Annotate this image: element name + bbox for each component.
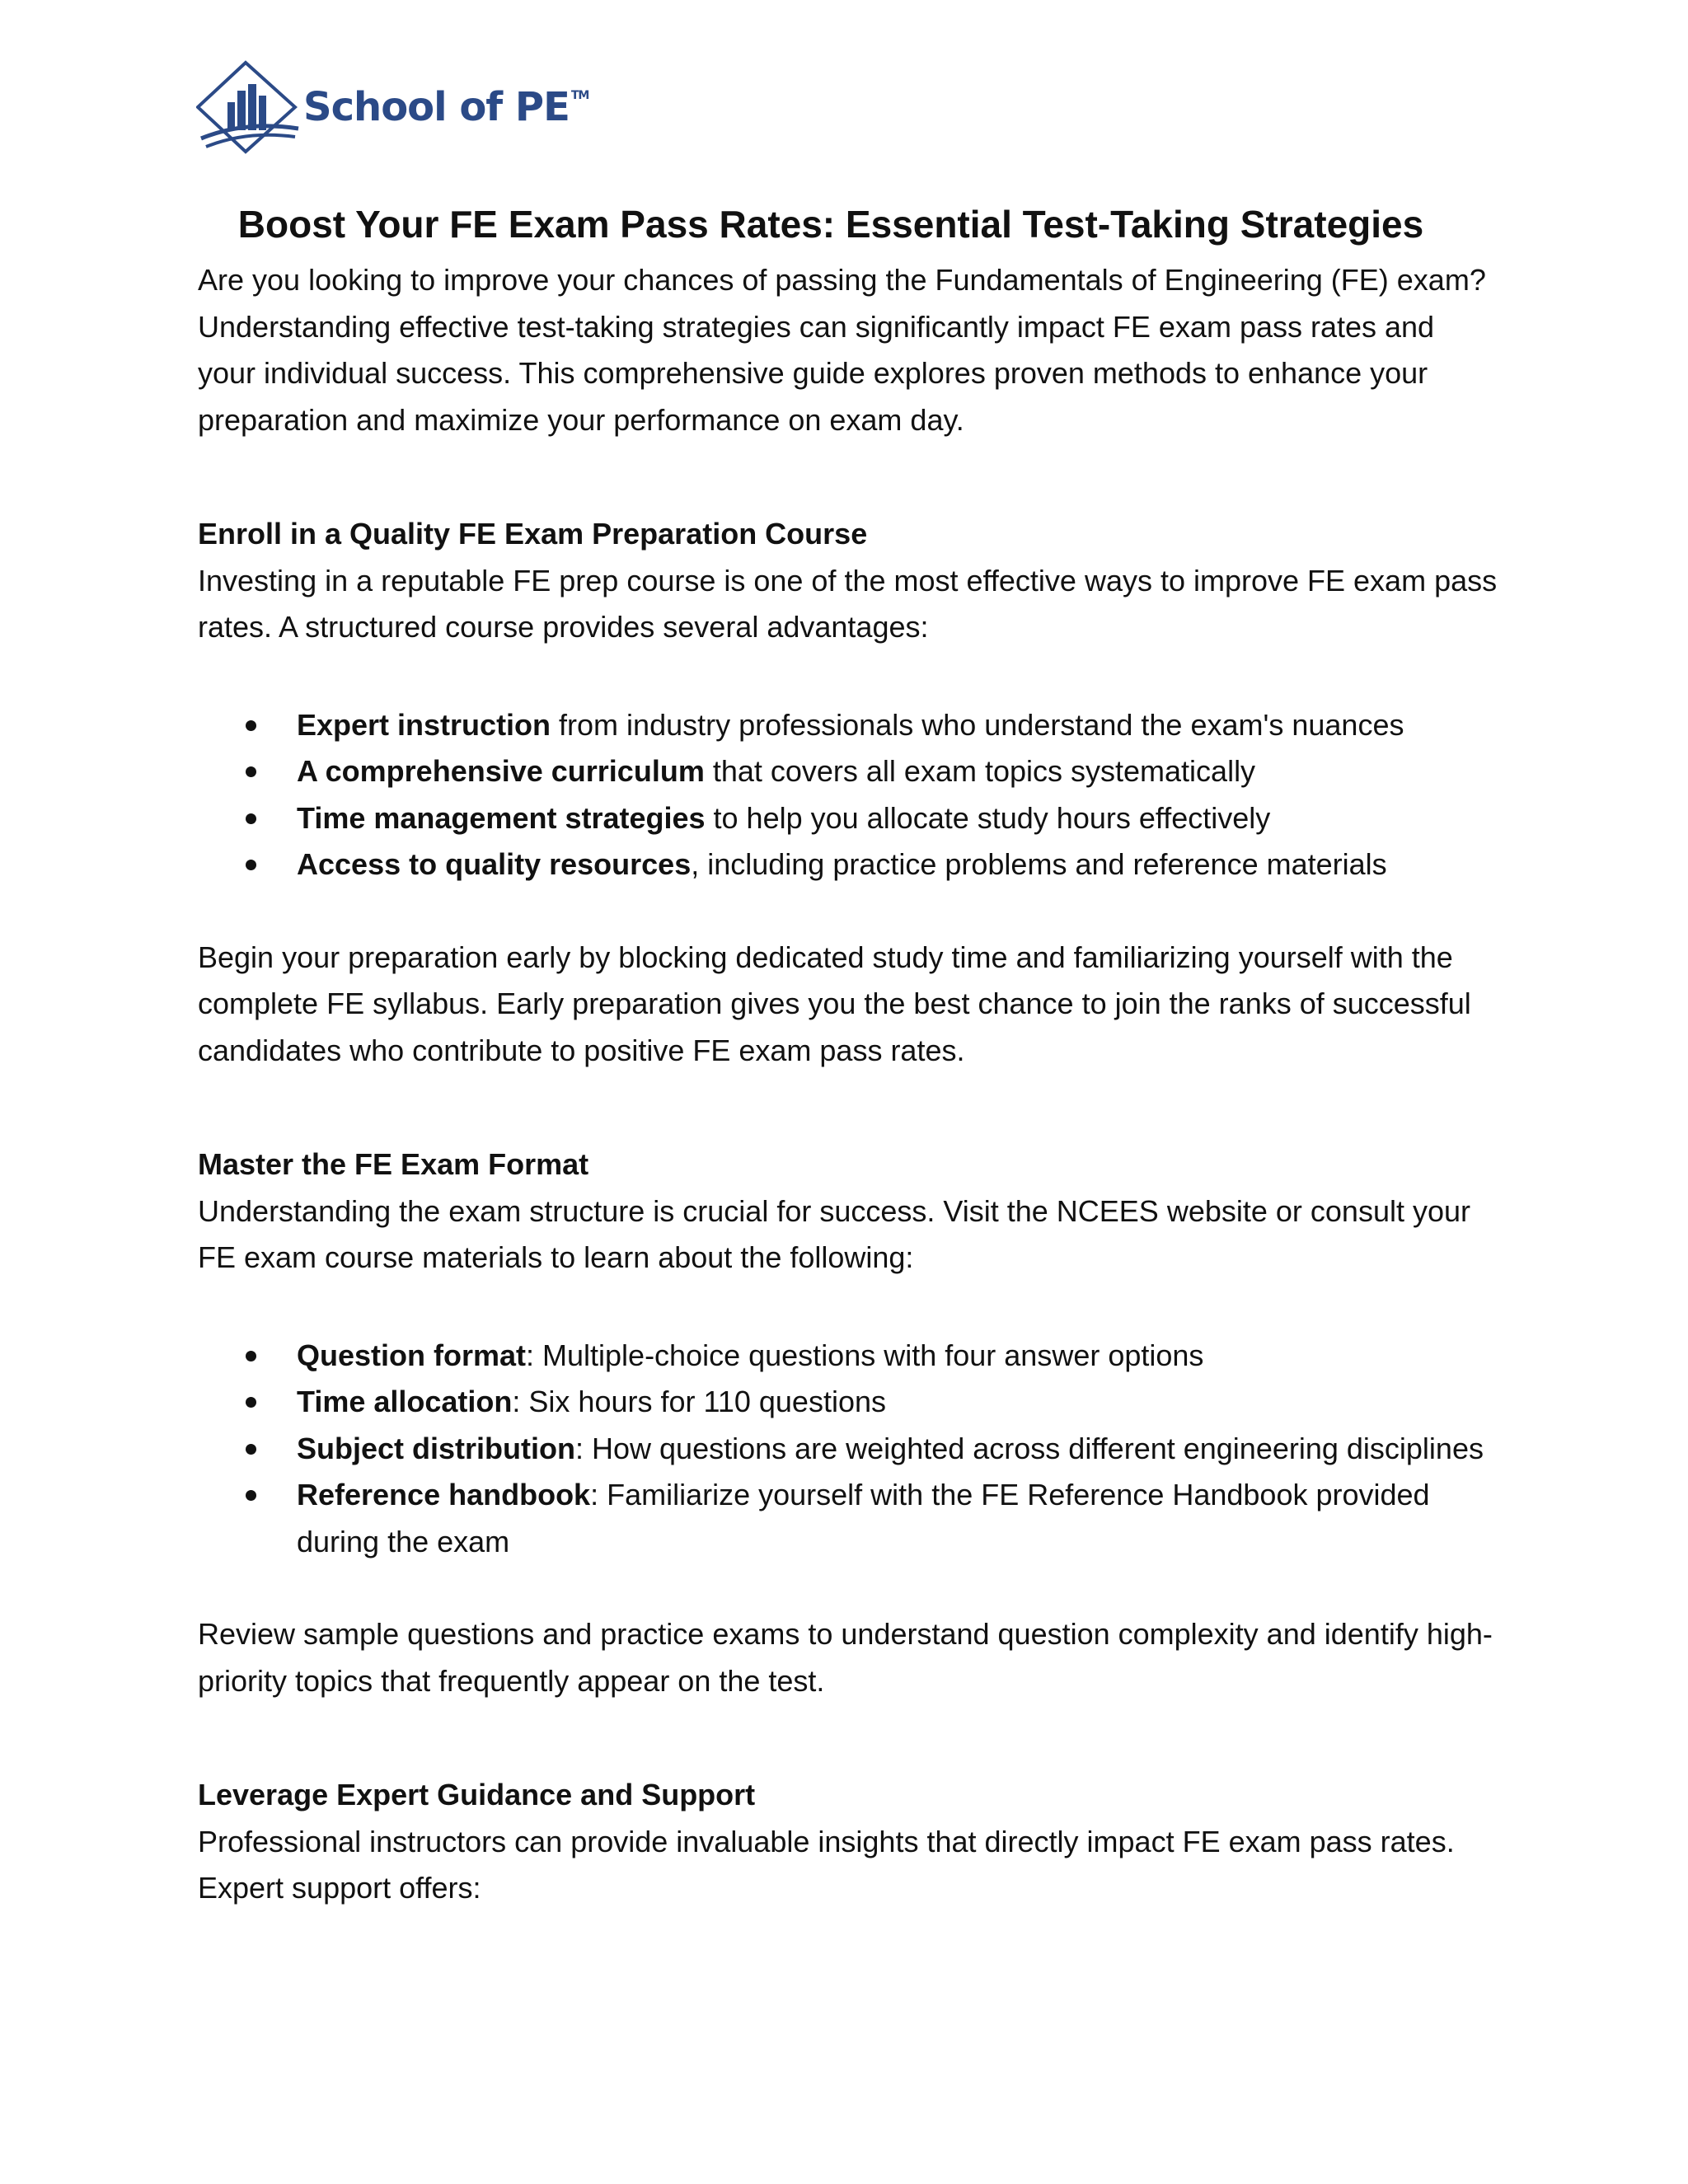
list-item	[198, 1426, 1500, 1473]
bullet-bold: Subject distribution	[297, 1431, 575, 1465]
document-title: Boost Your FE Exam Pass Rates: Essential Test-Taking Strategies	[237, 203, 1424, 246]
bullet-icon	[246, 1490, 256, 1501]
section-closing: Begin your preparation early by blocking dedicated study time and familiarizing yourself with the complete FE syllabus. Early preparation gives you the best chance to join the ranks of successful candidates who contribute to positive FE exam pass rates.	[198, 940, 1471, 1067]
document-body	[198, 257, 1500, 1912]
bullet-icon	[246, 766, 256, 777]
section-lead: Understanding the exam structure is crucial for success. Visit the NCEES website or consult your FE exam course materials to learn about the following:	[198, 1193, 1470, 1274]
bullet-text: to help you allocate study hours effectively	[705, 800, 1271, 835]
section-closing: Review sample questions and practice exams to understand question complexity and identify high-priority topics that frequently appear on the test.	[198, 1617, 1493, 1698]
building-diamond-icon	[196, 59, 303, 158]
bullet-icon	[246, 860, 256, 870]
section-heading: Leverage Expert Guidance and Support	[198, 1778, 756, 1811]
school-of-pe-logo	[196, 59, 589, 158]
bullet-text: : Multiple-choice questions with four answer options	[526, 1338, 1204, 1372]
bullet-icon	[246, 720, 256, 731]
section-heading: Master the FE Exam Format	[198, 1147, 589, 1181]
bullet-icon	[246, 813, 256, 824]
bullet-list	[198, 702, 1500, 888]
bullet-bold: Time management strategies	[297, 800, 706, 835]
bullet-bold: Reference handbook	[297, 1478, 591, 1511]
logo-trademark: TM	[570, 89, 589, 102]
list-item	[198, 841, 1500, 888]
section-heading: Enroll in a Quality FE Exam Preparation Course	[198, 517, 868, 551]
bullet-bold: Expert instruction	[297, 707, 551, 742]
section-lead: Professional instructors can provide invaluable insights that directly impact FE exam pass rates. Expert support offers:	[198, 1824, 1455, 1905]
bullet-icon	[246, 1397, 256, 1408]
intro-paragraph: Are you looking to improve your chances of passing the Fundamentals of Engineering (FE) exam? Understanding effective test-taking strategies can significantly impact FE exam pass rates and your individual success. This comprehensive guide explores proven methods to enhance your preparation and maximize your performance on exam day.	[198, 263, 1486, 437]
bullet-text: , including practice problems and reference materials	[691, 847, 1387, 881]
bullet-text: from industry professionals who understand the exam's nuances	[551, 707, 1404, 742]
bullet-icon	[246, 1444, 256, 1455]
bullet-text: : Familiarize yourself with the FE Reference Handbook provided during the exam	[297, 1478, 1430, 1558]
list-item	[198, 1472, 1500, 1565]
bullet-list	[198, 1333, 1500, 1566]
bullet-text: : How questions are weighted across different engineering disciplines	[575, 1431, 1484, 1465]
bullet-bold: Time allocation	[297, 1385, 513, 1418]
bullet-icon	[246, 1351, 256, 1361]
list-item	[198, 702, 1500, 749]
bullet-bold: Access to quality resources	[297, 847, 692, 881]
section-lead: Investing in a reputable FE prep course is one of the most effective ways to improve FE exam pass rates. A structured course provides several advantages:	[198, 563, 1498, 644]
list-item	[198, 1379, 1500, 1426]
bullet-bold: Question format	[297, 1338, 527, 1372]
bullet-bold: A comprehensive curriculum	[297, 754, 705, 788]
list-item	[198, 795, 1500, 842]
logo-text: School of PE	[303, 84, 570, 130]
list-item	[198, 748, 1500, 795]
list-item	[198, 1333, 1500, 1380]
bullet-text: : Six hours for 110 questions	[512, 1385, 886, 1418]
bullet-text: that covers all exam topics systematically	[704, 754, 1256, 788]
